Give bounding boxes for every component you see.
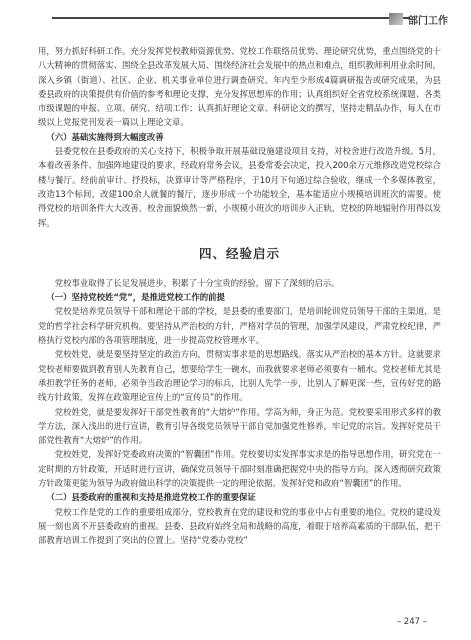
paragraph-continued: 用，努力抓好科研工作。充分发挥党校教师资源优势、党校工作联络员优势、理论研究优势，重点围绕党的十八大精神的贯彻落实、围绕全县改革发展大局、围绕经济社会发展中的热点和难点，组织教师利用业余时间，深入乡镇（街道）、社区、企业、机关事业单位进行调查研究。年内至少形成4篇调研报告或研究成果，为县委县政府的决策提供有价值的参考和理论支撑，充分发挥思想库的作用；认真组织好全省党校系统课题、各类市级课题的申报、立项、研究、结项工作；认真抓好理论文章、科研论文的撰写，坚持走精品办作，每人在市级以上党报党刊发表一篇以上理论文章。 <box>38 46 441 128</box>
paragraph-direction: 党校姓党，就是要坚持坚定的政治方向，贯彻实事求是的思想路线。落实从严治校的基本方针。这就要求党校老师要做到教育别人先教育自己，想要给学生一碗水，而我就要求老师必须要有一桶水。党校老师尤其是承担教学任务的老师，必须争当政治理论学习的标兵，比别人先学一步，比别人了解更深一些，宣传好党的路线方针政策，发挥在政策理论宣传上的“宣传员”的作用。 <box>38 349 441 403</box>
paragraph-furnace: 党校姓党，就是要发挥好干部党性教育的“大熔炉”作用。学高为师，身正为范。党校要采用形式多样的教学方法，深入浅出的进行宣讲，教育引导各级党员领导干部自觉加强党性修养，牢记党的宗旨。发挥好党员干部党性教育“大熔炉”的作用。 <box>38 406 441 446</box>
header-section-label: 部门工作 <box>408 15 448 27</box>
document-body <box>38 44 441 548</box>
subheading-party-nature: （一）坚持党校姓“党”，是推进党校工作的前提 <box>46 292 225 303</box>
header-marker-icon <box>389 13 403 25</box>
paragraph-support: 党校工作是党的工作的重要组成部分，党校教育在党的建设和党的事业中占有重要的地位。党校的建设发展一刻也离不开县委政府的重视。县委、县政府始终全局和战略的高度，着眼于培养高素质的干部队伍，把干部教育培训工作提到了突出的位置上。坚持“党委办党校” <box>38 506 441 546</box>
subheading-support: （二）县委政府的重视和支持是推进党校工作的重要保证 <box>46 492 256 503</box>
paragraph-infrastructure: 县委党校在县委政府的关心支持下，积极争取开展基础设施建设项目支持，对校舍进行改造升级。5月，本着改善条件、加强阵地建设的要求，经政府常务会议，县委常委会决定，投入200余万元维修改造党校综合楼与餐厅。经前前审计、抒投标，决算审计等严格程序，于10月下旬通过综合验收，继成一个多媒体教室，改造13个标间，改建100余人就餐的餐厅，逐步形成一个功能较全，基本能适应小规模培训班次的需要。使得党校的培训条件大大改善，校舍面貌焕然一新，小规模小班次的培训步入正轨，党校的阵地辐射作用得以发挥。 <box>38 146 441 228</box>
paragraph-party-school: 党校是培养党员领导干部和理论干部的学校，是县委的重要部门，是培训轮训党员领导干部的主渠道，是党的哲学社会科学研究机构。要坚持从严治校的方针，严格对学员的管理，加强学风建设，严肃党校纪律，严格执行党校内部的各项管理制度，进一步提高党校管理水平。 <box>38 306 441 346</box>
header-section-tag <box>389 8 448 30</box>
header-rule <box>52 17 410 19</box>
subheading-infrastructure: （六）基础实施得到大幅度改善 <box>46 131 164 142</box>
section-title: 四、经验启示 <box>198 245 280 261</box>
page-number: – 247 – <box>396 617 427 627</box>
paragraph-intro: 党校事业取得了长足发展进步，积累了十分宝贵的经验，留下了深刻的启示。 <box>54 277 340 288</box>
paragraph-think-tank: 党校姓党，发挥好党委政府决策的“智囊团”作用。党校要切实发挥事实求是的指导思想作用，研究党在一定时期的方针政策，开适时进行宣讲，确保党员领导干部时刻准确把握党中央的指导方向。深入透彻研究政策方针政策更能为领导为政府做出科学的决策提供一定的理论依据。发挥好党和政府“智囊团”的作用。 <box>38 449 441 489</box>
